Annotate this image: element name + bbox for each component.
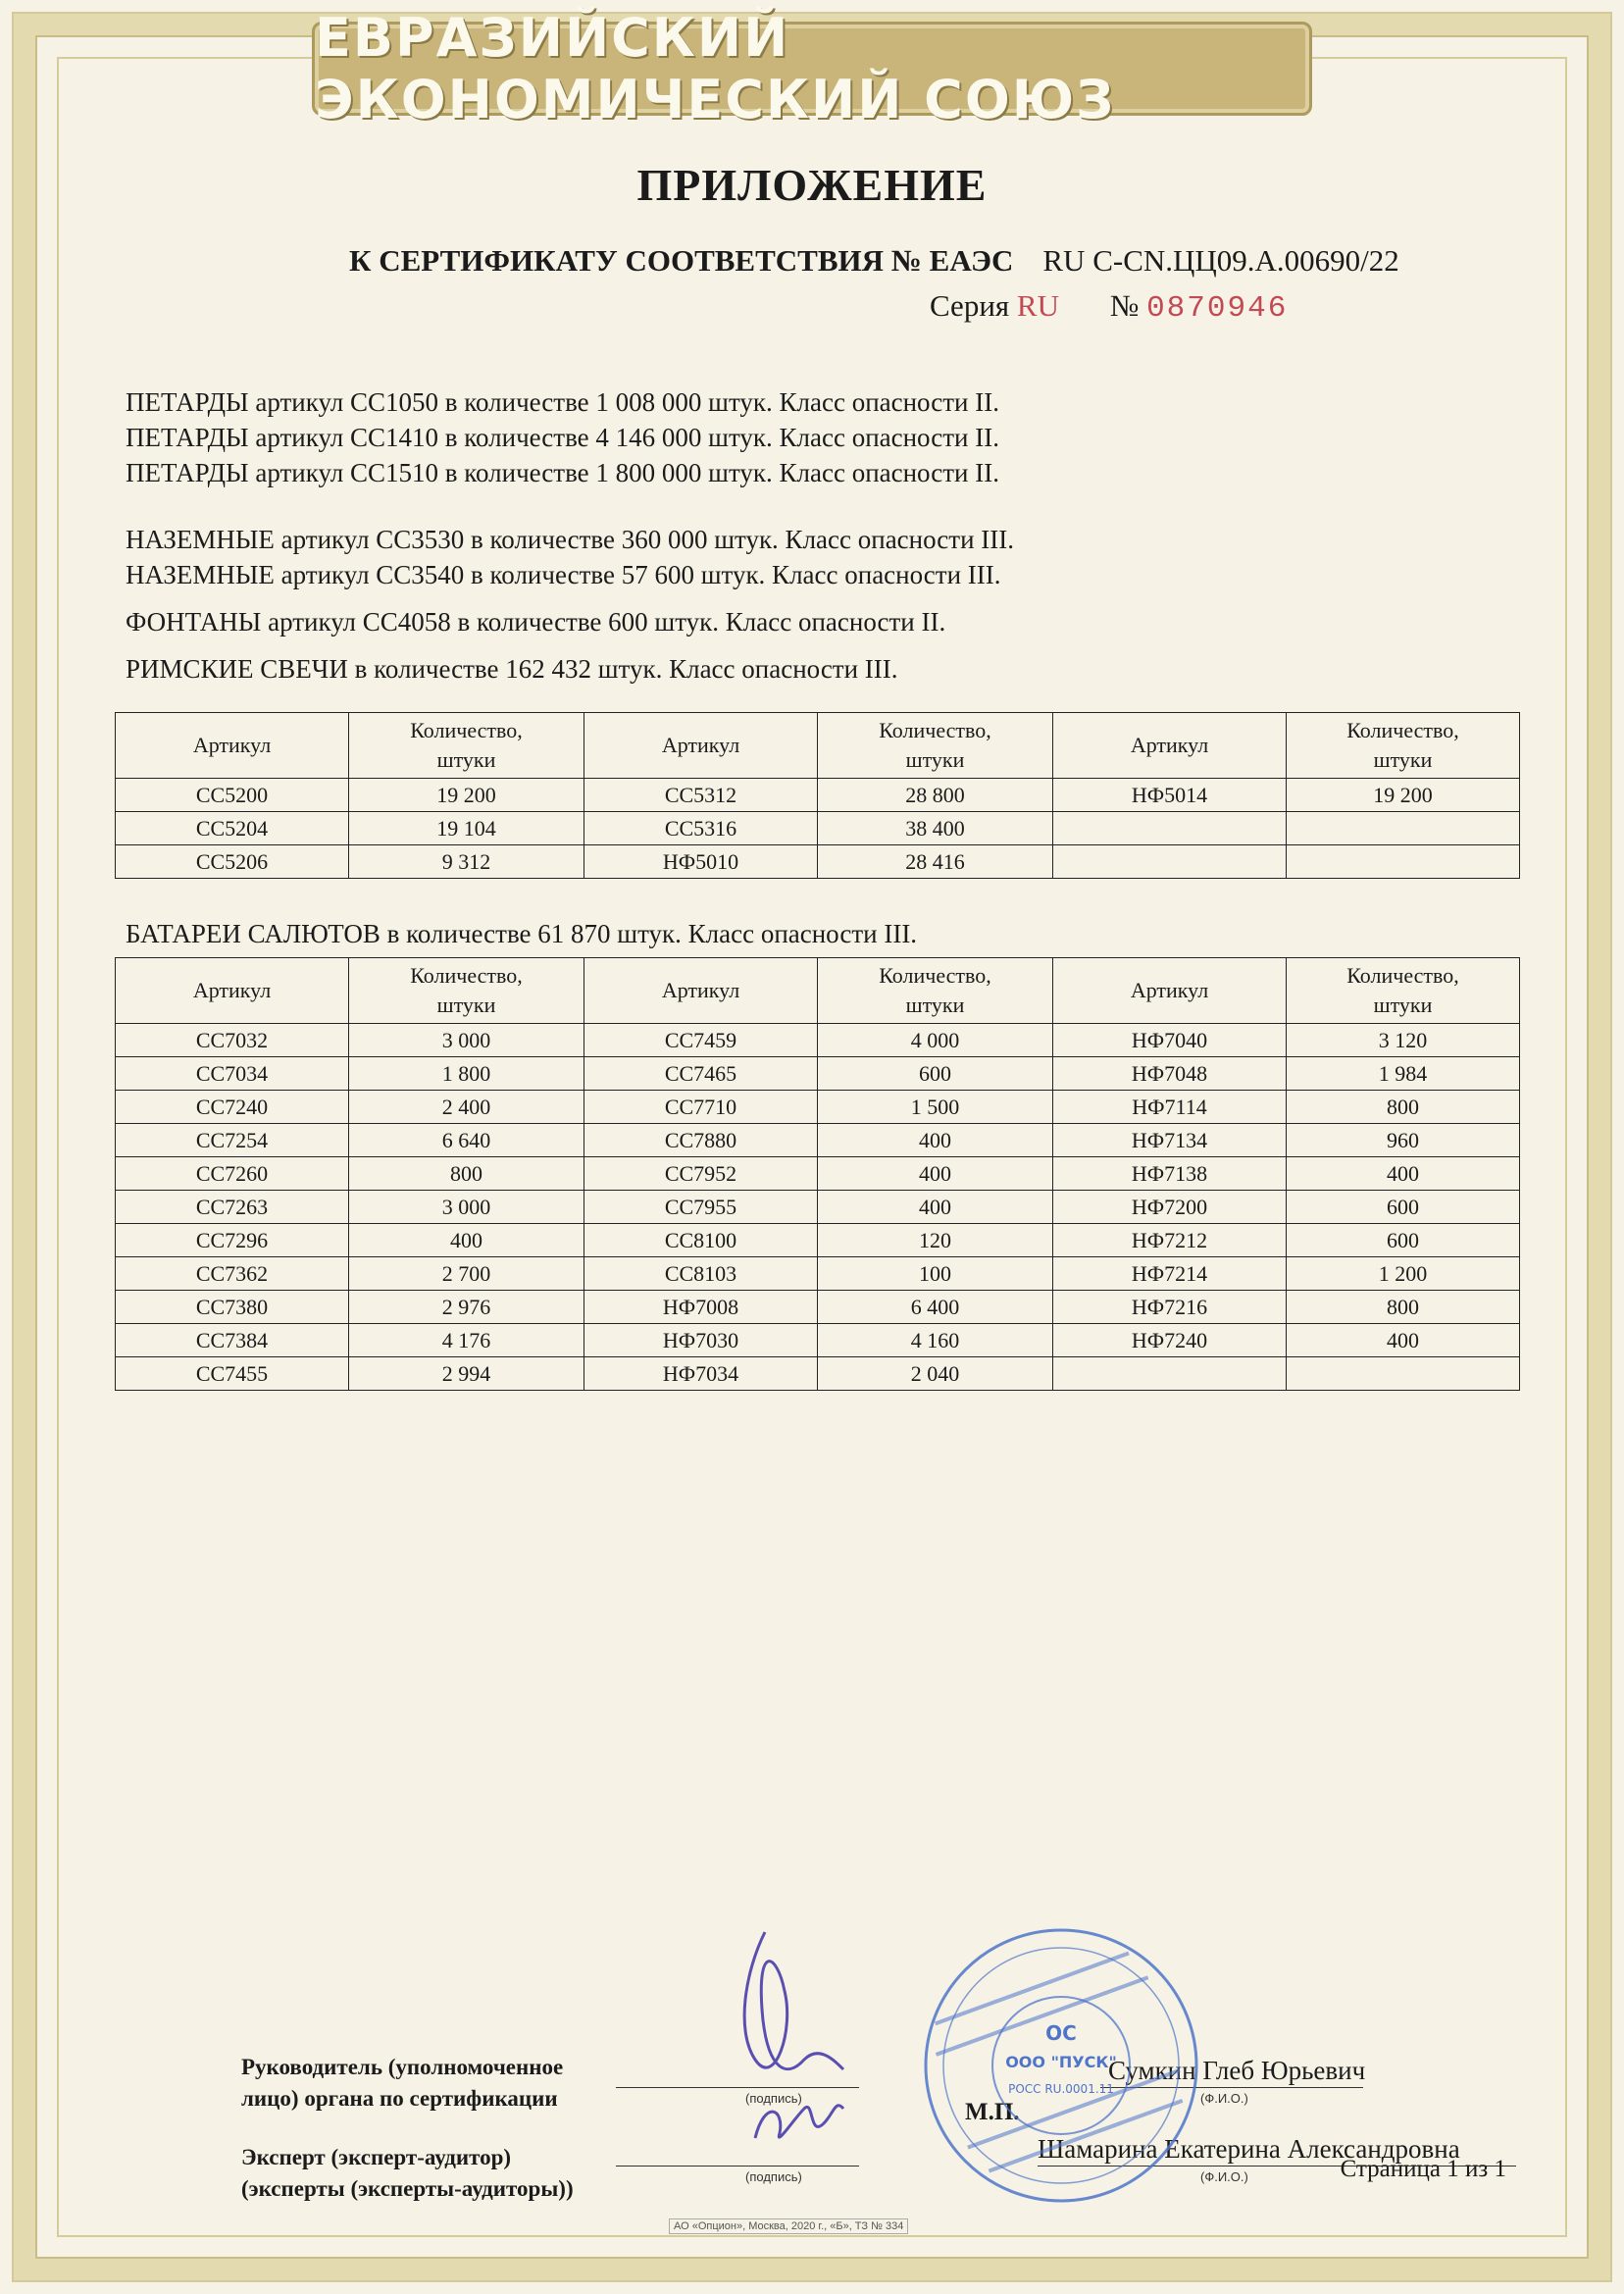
- quantity-cell: 38 400: [818, 812, 1053, 845]
- article-cell: СС7710: [584, 1091, 818, 1124]
- stamp-text: ООО "ПУСК": [1005, 2053, 1117, 2071]
- quantity-cell: 2 040: [818, 1357, 1053, 1391]
- quantity-cell: 400: [1287, 1157, 1520, 1191]
- quantity-cell: [1287, 1357, 1520, 1391]
- table-row: [116, 1124, 1520, 1157]
- article-cell: СС7384: [116, 1324, 349, 1357]
- table-row: [116, 845, 1520, 879]
- product-line: ПЕТАРДЫ артикул СС1510 в количестве 1 800 000 штук. Класс опасности II.: [126, 458, 999, 487]
- signature-caption: (подпись): [745, 2169, 802, 2184]
- article-cell: НФ5014: [1053, 779, 1287, 812]
- banner-text: ЕВРАЗИЙСКИЙ ЭКОНОМИЧЕСКИЙ СОЮЗ: [315, 7, 1116, 130]
- product-line: НАЗЕМНЫЕ артикул СС3540 в количестве 57 600 штук. Класс опасности III.: [126, 560, 1001, 589]
- seal-place: М.П.: [965, 2099, 1020, 2125]
- quantity-cell: 960: [1287, 1124, 1520, 1157]
- table-row: [116, 1224, 1520, 1257]
- quantity-cell: [1287, 812, 1520, 845]
- article-cell: СС7380: [116, 1291, 349, 1324]
- printer-footer: АО «Опцион», Москва, 2020 г., «Б», ТЗ № 334: [669, 2218, 908, 2234]
- article-cell: НФ7200: [1053, 1191, 1287, 1224]
- article-cell: НФ7138: [1053, 1157, 1287, 1191]
- article-cell: СС7955: [584, 1191, 818, 1224]
- column-header: Артикул: [584, 713, 818, 779]
- quantity-cell: 1 800: [349, 1057, 584, 1091]
- signature-caption: (подпись): [745, 2091, 802, 2106]
- column-header: Количество, штуки: [349, 958, 584, 1024]
- quantity-cell: 4 000: [818, 1024, 1053, 1057]
- quantity-cell: 800: [349, 1157, 584, 1191]
- product-lines: [126, 384, 1498, 687]
- page-number: Страница 1 из 1: [1340, 2156, 1506, 2182]
- product-line: РИМСКИЕ СВЕЧИ в количестве 162 432 штук. Класс опасности III.: [126, 654, 898, 684]
- article-cell: НФ7030: [584, 1324, 818, 1357]
- article-cell: НФ7240: [1053, 1324, 1287, 1357]
- article-cell: СС7952: [584, 1157, 818, 1191]
- article-cell: СС7880: [584, 1124, 818, 1157]
- table-row: [116, 1157, 1520, 1191]
- column-header: Количество, штуки: [818, 958, 1053, 1024]
- reg-number: 0870946: [1146, 291, 1289, 326]
- article-cell: СС7459: [584, 1024, 818, 1057]
- quantity-cell: 19 104: [349, 812, 584, 845]
- header-banner: [312, 7, 1312, 130]
- serie-label: Серия: [930, 288, 1010, 323]
- table-row: [116, 1257, 1520, 1291]
- quantity-cell: 2 976: [349, 1291, 584, 1324]
- quantity-cell: [1287, 845, 1520, 879]
- table-row: [116, 1191, 1520, 1224]
- quantity-cell: 1 200: [1287, 1257, 1520, 1291]
- quantity-cell: 400: [349, 1224, 584, 1257]
- column-header: Артикул: [1053, 713, 1287, 779]
- quantity-cell: 2 700: [349, 1257, 584, 1291]
- certificate-line: [349, 243, 1399, 279]
- product-line: ПЕТАРДЫ артикул СС1410 в количестве 4 146 000 штук. Класс опасности II.: [126, 423, 999, 452]
- quantity-cell: 600: [1287, 1224, 1520, 1257]
- quantity-cell: 4 160: [818, 1324, 1053, 1357]
- quantity-cell: 6 400: [818, 1291, 1053, 1324]
- article-cell: НФ7214: [1053, 1257, 1287, 1291]
- quantity-cell: 2 994: [349, 1357, 584, 1391]
- quantity-cell: 3 000: [349, 1191, 584, 1224]
- batteries-table: [115, 957, 1520, 1391]
- quantity-cell: 28 416: [818, 845, 1053, 879]
- article-cell: СС5204: [116, 812, 349, 845]
- serie-line: [930, 288, 1288, 326]
- head-name: Сумкин Глеб Юрьевич: [1108, 2056, 1366, 2085]
- stamp-text: ОС: [1045, 2021, 1077, 2045]
- column-header: Артикул: [1053, 958, 1287, 1024]
- product-line: НАЗЕМНЫЕ артикул СС3530 в количестве 360 000 штук. Класс опасности III.: [126, 525, 1014, 554]
- column-header: Артикул: [116, 713, 349, 779]
- expert-label: Эксперт (эксперт-аудитор) (эксперты (эксперты-аудиторы)): [241, 2145, 574, 2201]
- quantity-cell: 3 000: [349, 1024, 584, 1057]
- table-row: [116, 1057, 1520, 1091]
- expert-name: Шамарина Екатерина Александровна: [1038, 2134, 1460, 2164]
- reg-label: №: [1109, 288, 1140, 323]
- column-header: Количество, штуки: [1287, 958, 1520, 1024]
- column-header: Количество, штуки: [1287, 713, 1520, 779]
- stamp-text: РОСС RU.0001.11: [1008, 2082, 1114, 2096]
- product-line: ПЕТАРДЫ артикул СС1050 в количестве 1 008 000 штук. Класс опасности II.: [126, 387, 999, 417]
- table-header-row: [116, 958, 1520, 1024]
- quantity-cell: 1 500: [818, 1091, 1053, 1124]
- batteries-block: [126, 916, 1498, 951]
- article-cell: СС7240: [116, 1091, 349, 1124]
- article-cell: НФ7008: [584, 1291, 818, 1324]
- quantity-cell: 19 200: [1287, 779, 1520, 812]
- column-header: Количество, штуки: [818, 713, 1053, 779]
- article-cell: СС5316: [584, 812, 818, 845]
- quantity-cell: 100: [818, 1257, 1053, 1291]
- certificate-subtitle: К СЕРТИФИКАТУ СООТВЕТСТВИЯ № ЕАЭС: [349, 243, 1014, 278]
- fio-caption: (Ф.И.О.): [1200, 2091, 1248, 2106]
- quantity-cell: 4 176: [349, 1324, 584, 1357]
- column-header: Артикул: [584, 958, 818, 1024]
- table-row: [116, 1357, 1520, 1391]
- column-header: Артикул: [116, 958, 349, 1024]
- article-cell: СС5200: [116, 779, 349, 812]
- quantity-cell: 400: [1287, 1324, 1520, 1357]
- quantity-cell: 28 800: [818, 779, 1053, 812]
- article-cell: НФ7212: [1053, 1224, 1287, 1257]
- article-cell: НФ7048: [1053, 1057, 1287, 1091]
- handwritten-signature-icon: [726, 1912, 863, 2158]
- quantity-cell: 3 120: [1287, 1024, 1520, 1057]
- article-cell: НФ7034: [584, 1357, 818, 1391]
- article-cell: [1053, 1357, 1287, 1391]
- quantity-cell: 2 400: [349, 1091, 584, 1124]
- quantity-cell: 6 640: [349, 1124, 584, 1157]
- article-cell: СС7296: [116, 1224, 349, 1257]
- article-cell: НФ7040: [1053, 1024, 1287, 1057]
- table-row: [116, 1024, 1520, 1057]
- head-label: Руководитель (уполномоченное лицо) органа по сертификации: [241, 2055, 564, 2111]
- table-row: [116, 779, 1520, 812]
- article-cell: СС7465: [584, 1057, 818, 1091]
- article-cell: СС7260: [116, 1157, 349, 1191]
- article-cell: СС8100: [584, 1224, 818, 1257]
- fio-caption: (Ф.И.О.): [1200, 2169, 1248, 2184]
- signature-line-expert: [616, 2166, 859, 2167]
- table-row: [116, 1291, 1520, 1324]
- table-header-row: [116, 713, 1520, 779]
- article-cell: СС8103: [584, 1257, 818, 1291]
- table-row: [116, 812, 1520, 845]
- batteries-line: БАТАРЕИ САЛЮТОВ в количестве 61 870 штук. Класс опасности III.: [126, 919, 918, 948]
- quantity-cell: 800: [1287, 1091, 1520, 1124]
- spacer: [126, 490, 1498, 522]
- article-cell: СС5206: [116, 845, 349, 879]
- page-title: ПРИЛОЖЕНИЕ: [636, 160, 988, 210]
- quantity-cell: 400: [818, 1191, 1053, 1224]
- article-cell: СС7263: [116, 1191, 349, 1224]
- certificate-number: RU C-CN.ЦЦ09.А.00690/22: [1042, 243, 1399, 278]
- article-cell: СС7034: [116, 1057, 349, 1091]
- quantity-cell: 1 984: [1287, 1057, 1520, 1091]
- article-cell: НФ7134: [1053, 1124, 1287, 1157]
- quantity-cell: 19 200: [349, 779, 584, 812]
- article-cell: СС7362: [116, 1257, 349, 1291]
- article-cell: НФ7216: [1053, 1291, 1287, 1324]
- article-cell: СС7254: [116, 1124, 349, 1157]
- article-cell: [1053, 812, 1287, 845]
- table-row: [116, 1324, 1520, 1357]
- quantity-cell: 800: [1287, 1291, 1520, 1324]
- roman-candles-table: [115, 712, 1520, 879]
- quantity-cell: 600: [1287, 1191, 1520, 1224]
- column-header: Количество, штуки: [349, 713, 584, 779]
- article-cell: СС7455: [116, 1357, 349, 1391]
- article-cell: [1053, 845, 1287, 879]
- article-cell: НФ7114: [1053, 1091, 1287, 1124]
- table-row: [116, 1091, 1520, 1124]
- quantity-cell: 120: [818, 1224, 1053, 1257]
- official-stamp-icon: [918, 1922, 1204, 2209]
- product-line: ФОНТАНЫ артикул СС4058 в количестве 600 штук. Класс опасности II.: [126, 607, 946, 637]
- quantity-cell: 600: [818, 1057, 1053, 1091]
- article-cell: НФ5010: [584, 845, 818, 879]
- quantity-cell: 400: [818, 1124, 1053, 1157]
- quantity-cell: 400: [818, 1157, 1053, 1191]
- article-cell: СС5312: [584, 779, 818, 812]
- serie-value: RU: [1016, 288, 1059, 323]
- quantity-cell: 9 312: [349, 845, 584, 879]
- article-cell: СС7032: [116, 1024, 349, 1057]
